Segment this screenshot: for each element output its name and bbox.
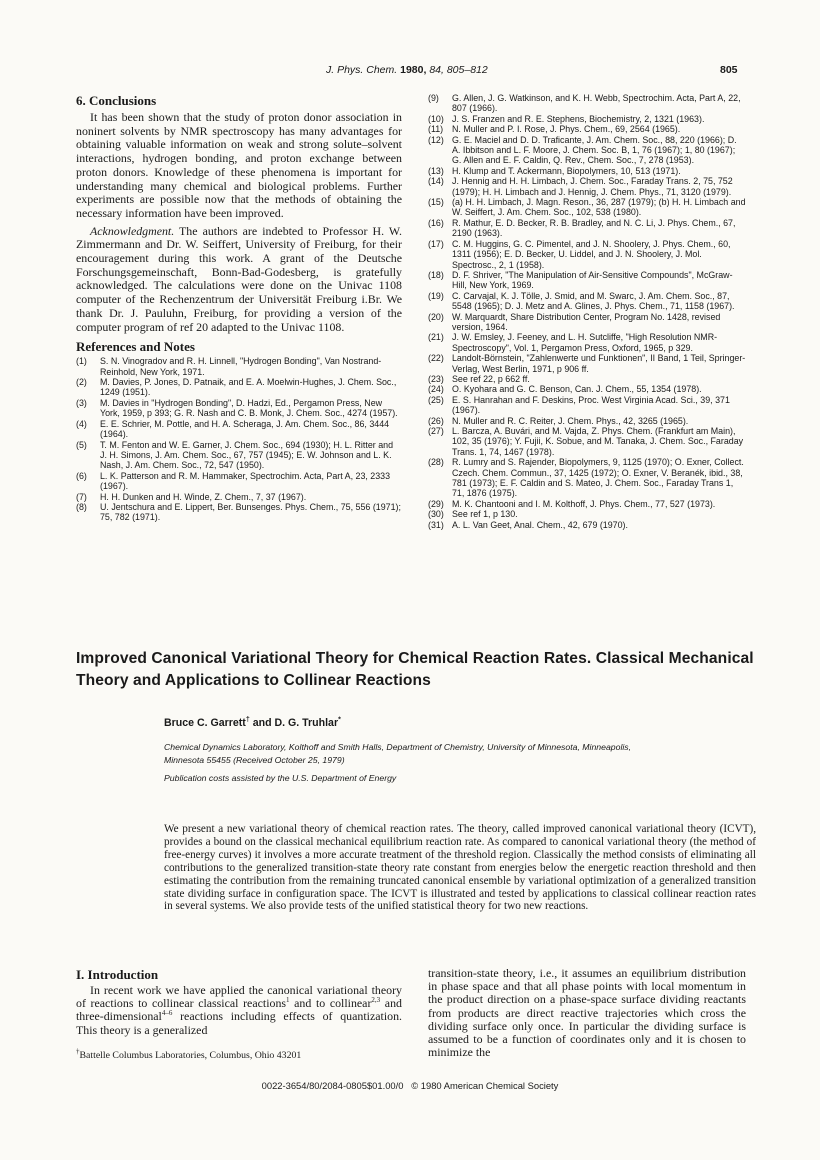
footnote-mark: †	[76, 1047, 80, 1056]
acknowledgment-text: The authors are indebted to Professor H. W. Zimmermann and Dr. W. Seiffert, University of Freiburg, for their encouragement during this work. A grant of the Deutsche Forschungsgemeinschaft, Bonn-Bad-Godesberg, is gratefully acknowledged. The calculations were done on the Univac 1108 computer of the Rechenzentrum der Universität Freiburg i.Br. We thank Dr. J. Pauluhn, Freiburg, for providing a version of the computer program of ref 20 adapted to the Univac 1108.	[76, 223, 402, 334]
reference-number: (25)	[428, 394, 444, 405]
reference-number: (9)	[428, 93, 439, 103]
reference-number: (10)	[428, 113, 444, 124]
reference-text: H. Klump and T. Ackermann, Biopolymers, 10, 513 (1971).	[452, 165, 681, 176]
reference-text: J. S. Franzen and R. E. Stephens, Biochemistry, 2, 1321 (1963).	[452, 113, 705, 124]
reference-text: H. H. Dunken and H. Winde, Z. Chem., 7, 37 (1967).	[100, 491, 307, 502]
reference-item	[428, 426, 746, 457]
right-column	[428, 93, 746, 530]
reference-item	[428, 509, 746, 519]
reference-list-left	[76, 356, 402, 523]
reference-item	[428, 499, 746, 509]
reference-text: R. Lumry and S. Rajender, Biopolymers, 9, 1125 (1970); O. Exner, Collect. Czech. Chem. Commun., 37, 1425 (1972); O. Exner, V. Beranék, ibid., 38, 781 (1973); E. F. Caldin and S. Mateo, J. Chem. Soc., Faraday Trans 1, 71, 1876 (1975).	[452, 457, 744, 499]
reference-item	[428, 114, 746, 124]
reference-number: (21)	[428, 332, 444, 343]
footer-copyright: © 1980 American Chemical Society	[411, 1080, 559, 1091]
abstract: We present a new variational theory of chemical reaction rates. The theory, called improved canonical variational theory (ICVT), provides a bound on the classical mechanical equilibrium reaction rate. As compared to canonical variational theory (the method of free-energy curves) it involves a more accurate treatment of the threshold region. Classically the method consists of eliminating all contributions to the generalized transition-state theory rate constant from energies below the energetic reaction threshold and then estimating the contribution from the remaining truncated canonical ensemble by variational optimization of a generalized transition state dividing surface in configuration space. The ICVT is illustrated and tested by applications to classical collinear reaction rates in several systems. We also provide tests of the unified statistical theory for two new reactions.	[164, 823, 756, 913]
reference-item	[76, 398, 402, 419]
reference-text: N. Muller and R. C. Reiter, J. Chem. Phys., 42, 3265 (1965).	[452, 415, 689, 426]
reference-text: (a) H. H. Limbach, J. Magn. Reson., 36, 287 (1979); (b) H. H. Limbach and W. Seiffert, J. Am. Chem. Soc., 102, 538 (1980).	[452, 197, 746, 218]
reference-number: (18)	[428, 269, 444, 280]
reference-text: See ref 1, p 130.	[452, 509, 518, 520]
reference-item	[428, 395, 746, 416]
reference-text: E. E. Schrier, M. Pottle, and H. A. Scheraga, J. Am. Chem. Soc., 86, 3444 (1964).	[100, 418, 390, 440]
reference-text: L. K. Patterson and R. M. Hammaker, Spectrochim. Acta, Part A, 23, 2333 (1967).	[100, 470, 391, 492]
reference-item	[428, 218, 746, 239]
reference-number: (12)	[428, 134, 444, 145]
publication-note: Publication costs assisted by the U.S. Department of Energy	[164, 773, 397, 783]
reference-number: (24)	[428, 384, 444, 395]
reference-item	[76, 440, 402, 471]
introduction-heading: I. Introduction	[76, 967, 159, 982]
page-number: 805	[720, 64, 738, 76]
reference-item	[428, 197, 746, 218]
reference-number: (23)	[428, 373, 444, 384]
author-1: Bruce C. Garrett	[164, 717, 246, 729]
reference-text: G. Allen, J. G. Watkinson, and K. H. Webb, Spectrochim. Acta, Part A, 22, 807 (1966).	[452, 93, 741, 114]
reference-item	[428, 374, 746, 384]
acknowledgment-paragraph	[76, 225, 402, 335]
introduction-paragraph: In recent work we have applied the canonical variational theory of reactions to collinear classical reactions$^1$ and to collinear$^{2,3}$ and three-dimensional$^{4-6}$ reactions including effects of quantization. This theory is a generalized	[76, 983, 402, 1037]
reference-item	[428, 520, 746, 530]
reference-text: J. W. Emsley, J. Feeney, and L. H. Sutcliffe, "High Resolution NMR-Spectroscopy", Vol. 1, Pergamon Press, Oxford, 1965, p 329.	[452, 332, 718, 353]
reference-number: (17)	[428, 238, 444, 249]
footer-code: 0022-3654/80/2084-0805$01.00/0	[261, 1080, 404, 1091]
reference-item	[76, 356, 402, 377]
reference-text: G. E. Maciel and D. D. Traficante, J. Am. Chem. Soc., 88, 220 (1966); D. A. Ibbitson and L. F. Moore, J. Chem. Soc. B, 1, 76 (1967); 1, 80 (1967); G. Allen and E. F. Caldin, Q. Rev., Chem. Soc., 7, 278 (1953).	[452, 134, 737, 166]
reference-item	[76, 471, 402, 492]
reference-number: (3)	[76, 397, 87, 408]
reference-text: D. F. Shriver, "The Manipulation of Air-Sensitive Compounds", McGraw-Hill, New York, 1969.	[452, 269, 733, 291]
reference-item	[428, 332, 746, 353]
reference-number: (13)	[428, 165, 444, 176]
reference-number: (20)	[428, 311, 444, 322]
journal-citation: J. Phys. Chem. 1980, 84, 805–812	[326, 64, 488, 76]
reference-number: (8)	[76, 501, 87, 512]
reference-number: (6)	[76, 470, 87, 481]
reference-item	[428, 457, 746, 499]
page-footer	[0, 1080, 820, 1091]
conclusions-heading: 6. Conclusions	[76, 93, 157, 108]
introduction-left	[76, 967, 402, 1037]
reference-text: M. Davies, P. Jones, D. Patnaik, and E. A. Moelwin-Hughes, J. Chem. Soc., 1249 (1951).	[100, 377, 397, 398]
reference-item	[428, 270, 746, 291]
reference-number: (19)	[428, 290, 444, 301]
reference-number: (5)	[76, 439, 87, 450]
reference-number: (31)	[428, 519, 444, 530]
reference-text: See ref 22, p 662 ff.	[452, 373, 530, 384]
author-1-mark: †	[245, 716, 250, 724]
reference-number: (27)	[428, 426, 444, 436]
reference-text: Landolt-Börnstein, "Zahlenwerte und Funktionen", II Band, 1 Teil, Springer-Verlag, West Berlin, 1971, p 906 ff.	[452, 353, 746, 374]
reference-number: (22)	[428, 353, 444, 364]
references-heading: References and Notes	[76, 339, 195, 355]
reference-item	[428, 239, 746, 270]
author-line	[164, 717, 341, 729]
reference-number: (2)	[76, 377, 87, 388]
reference-number: (29)	[428, 498, 444, 509]
footnote	[76, 1047, 402, 1061]
reference-text: C. Carvajal, K. J. Tölle, J. Smid, and M. Swarc, J. Am. Chem. Soc., 87, 5548 (1965); D. J. Metz and A. Glines, J. Phys. Chem., 71, 1158 (1967).	[452, 290, 735, 312]
reference-number: (30)	[428, 509, 444, 520]
reference-item	[428, 384, 746, 394]
conclusions-paragraph: It has been shown that the study of proton donor association in noninert solvents by NMR spectroscopy has many advantages for obtaining valuable information on weak and strong solute–solvent interactions, hydrogen bonding, and proton exchange between proton donors. Knowledge of these phenomena is important for understanding many chemical and biological problems. Further experiments are possible now that the methods of obtaining the necessary information have been improved.	[76, 110, 402, 220]
reference-item	[428, 291, 746, 312]
reference-number: (1)	[76, 356, 87, 367]
reference-number: (26)	[428, 415, 444, 426]
reference-item	[428, 166, 746, 176]
reference-item	[428, 124, 746, 134]
reference-text: J. Hennig and H. H. Limbach, J. Chem. Soc., Faraday Trans. 2, 75, 752 (1979); H. H. Limbach and J. Hennig, J. Chem. Phys., 71, 3120 (1979).	[452, 176, 733, 197]
reference-number: (11)	[428, 124, 444, 135]
running-header	[0, 64, 820, 80]
author-2-mark: *	[338, 716, 341, 724]
reference-item	[428, 353, 746, 374]
reference-item	[76, 419, 402, 440]
acknowledgment-label: Acknowledgment.	[90, 223, 175, 238]
author-2: D. G. Truhlar	[274, 717, 339, 729]
reference-text: L. Barcza, A. Buvári, and M. Vajda, Z. Phys. Chem. (Frankfurt am Main), 102, 35 (1976); Y. Fujii, K. Sobue, and M. Tanaka, J. Chem. Soc., Faraday Trans. 1, 74, 1467 (1978).	[452, 426, 744, 457]
article-title: Improved Canonical Variational Theory for Chemical Reaction Rates. Classical Mechanical Theory and Applications to Collinear Reactions	[76, 650, 754, 689]
reference-item	[428, 312, 746, 333]
reference-item	[428, 135, 746, 166]
reference-number: (4)	[76, 418, 87, 429]
reference-text: M. Davies in "Hydrogen Bonding", D. Hadzi, Ed., Pergamon Press, New York, 1959, p 393; G. R. Nash and C. B. Monk, J. Chem. Soc., 4274 (1957).	[100, 397, 398, 419]
reference-number: (15)	[428, 197, 444, 208]
reference-item	[76, 492, 402, 502]
reference-text: N. Muller and P. I. Rose, J. Phys. Chem., 69, 2564 (1965).	[452, 124, 681, 135]
author-and: and	[252, 717, 272, 729]
reference-text: W. Marquardt, Share Distribution Center, Program No. 1428, revised version, 1964.	[452, 311, 721, 332]
introduction-right	[428, 967, 746, 1059]
reference-text: M. K. Chantooni and I. M. Kolthoff, J. Phys. Chem., 77, 527 (1973).	[452, 498, 716, 509]
reference-number: (7)	[76, 491, 87, 502]
reference-number: (16)	[428, 217, 444, 228]
reference-text: E. S. Hanrahan and F. Deskins, Proc. West Virginia Acad. Sci., 39, 371 (1967).	[452, 394, 730, 416]
introduction-continued: transition-state theory, i.e., it assumes an equilibrium distribution in phase space and that all phase points with local momentum in the product direction on a phase-space surface dividing reactants from products are direct reactive trajectories which cross the dividing surface only once. In particular the dividing surface is assumed to be a function of coordinates only and it is chosen to minimize the	[428, 966, 746, 1060]
reference-text: R. Mathur, E. D. Becker, R. B. Bradley, and N. C. Li, J. Phys. Chem., 67, 2190 (1963).	[452, 217, 736, 239]
affiliation: Chemical Dynamics Laboratory, Kolthoff and Smith Halls, Department of Chemistry, University of Minnesota, Minneapolis, Minnesota 55455 (Received October 25, 1979)	[164, 742, 632, 765]
left-column	[76, 93, 402, 523]
reference-text: S. N. Vinogradov and R. H. Linnell, "Hydrogen Bonding", Van Nostrand-Reinhold, New York, 1971.	[100, 356, 382, 377]
reference-list-right	[428, 93, 746, 530]
reference-item	[76, 502, 402, 523]
reference-text: O. Kyohara and G. C. Benson, Can. J. Chem., 55, 1354 (1978).	[452, 384, 702, 395]
reference-text: T. M. Fenton and W. E. Garner, J. Chem. Soc., 694 (1930); H. L. Ritter and J. H. Simons, J. Am. Chem. Soc., 67, 757 (1945); E. W. Johnson and L. K. Nash, J. Am. Chem. Soc., 72, 547 (1950).	[100, 439, 394, 471]
reference-item	[428, 416, 746, 426]
reference-item	[76, 377, 402, 398]
reference-item	[428, 176, 746, 197]
reference-text: C. M. Huggins, G. C. Pimentel, and J. N. Shoolery, J. Phys. Chem., 60, 1311 (1956); E. D. Becker, U. Liddel, and J. N. Shoolery, J. Mol. Spectrosc., 2, 1 (1958).	[452, 238, 731, 270]
reference-text: A. L. Van Geet, Anal. Chem., 42, 679 (1970).	[452, 519, 628, 530]
reference-text: U. Jentschura and E. Lippert, Ber. Bunsenges. Phys. Chem., 75, 556 (1971); 75, 782 (1971).	[100, 501, 401, 523]
reference-item	[428, 93, 746, 114]
footnote-text: Battelle Columbus Laboratories, Columbus, Ohio 43201	[79, 1050, 302, 1061]
reference-number: (28)	[428, 457, 444, 468]
reference-number: (14)	[428, 176, 444, 187]
